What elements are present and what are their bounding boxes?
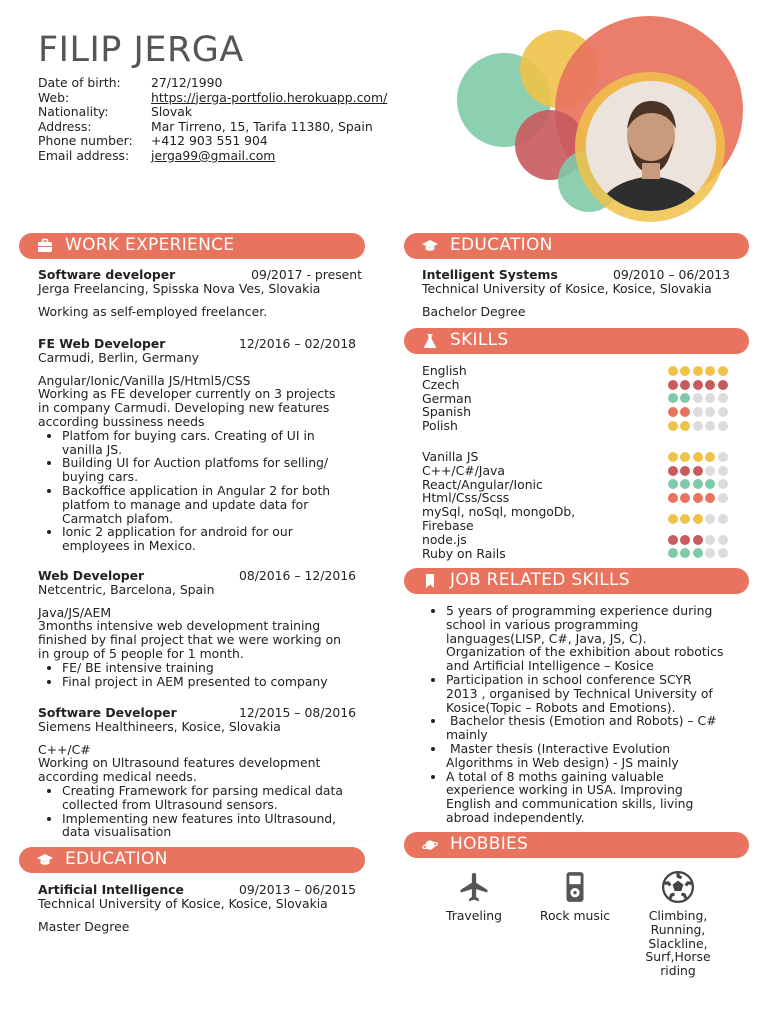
skill-dot (668, 366, 678, 376)
nationality: Slovak (151, 104, 192, 120)
skill-label: Ruby on Rails (422, 545, 506, 561)
skill-dot (705, 393, 715, 403)
skill-dot (718, 493, 728, 503)
section-title: JOB RELATED SKILLS (450, 570, 630, 591)
skill-dot (693, 466, 703, 476)
skill-dot (693, 479, 703, 489)
skill-label: Html/Css/Scss (422, 490, 510, 506)
skill-row (422, 378, 732, 392)
skill-dot (680, 380, 690, 390)
skill-label: German (422, 390, 472, 406)
job-org: Netcentric, Barcelona, Spain (38, 581, 215, 597)
skill-dot (668, 548, 678, 558)
skill-dot (705, 366, 715, 376)
skill-label: Czech (422, 376, 460, 392)
skill-dot (668, 380, 678, 390)
person-avatar-icon (586, 81, 716, 211)
skill-dot (693, 366, 703, 376)
skill-row (422, 364, 732, 378)
skill-label: mySql, noSql, mongoDb, Firebase (422, 504, 576, 533)
job-title: Web Developer (38, 568, 145, 583)
skill-dot (718, 514, 728, 524)
email-link[interactable]: jerga99@gmail.com (151, 147, 276, 163)
hobby-label: Climbing, Running, Slackline, Surf,Horse riding (645, 908, 711, 979)
info-key: Email address: (38, 147, 130, 163)
skill-dot (705, 514, 715, 524)
date-of-birth: 27/12/1990 (151, 75, 223, 90)
skill-dot (718, 366, 728, 376)
skill-dot (668, 479, 678, 489)
list-item: • 5 years of programming experience during school in various programming languages(LISP, C#, Java, JS, C). Organization of the exhibition about robotics and Artificial Intelligence – Kosice (446, 604, 727, 673)
job-related-skills-list (422, 604, 727, 825)
hobbies-list (422, 870, 742, 990)
skill-dot (693, 421, 703, 431)
skill-dot (718, 380, 728, 390)
hobbies-header (404, 832, 749, 858)
skill-dot (668, 493, 678, 503)
list-item: • Ionic 2 application for android for our employees in Mexico. (62, 525, 352, 553)
degree-dates: 09/2013 – 06/2015 (238, 882, 356, 897)
candidate-name: FILIP JERGA (38, 30, 244, 70)
skill-row (422, 491, 732, 505)
degree-dates: 09/2010 – 06/2013 (612, 267, 730, 282)
skill-dot (693, 493, 703, 503)
list-item: • Platfom for buying cars. Creating of UI in vanilla JS. (62, 429, 352, 457)
skill-dot (705, 493, 715, 503)
bookmark-icon (422, 573, 438, 589)
graduation-cap-icon (422, 238, 438, 254)
section-title: EDUCATION (450, 235, 553, 256)
job-dates: 09/2017 - present (251, 267, 362, 282)
profile-photo (586, 81, 716, 211)
skill-dot (705, 479, 715, 489)
job-tech: Angular/Ionic/Vanilla JS/Html5/CSS (38, 372, 251, 388)
skill-dot (693, 407, 703, 417)
skill-dot (705, 466, 715, 476)
skill-label: React/Angular/Ionic (422, 476, 543, 492)
airplane-icon (457, 870, 491, 904)
education-entry (422, 268, 730, 318)
list-item: • Final project in AEM presented to company (62, 675, 362, 689)
skill-dot (680, 479, 690, 489)
education-right-header (404, 233, 749, 259)
skill-dot (680, 535, 690, 545)
list-item: • FE/ BE intensive training (62, 661, 362, 675)
section-title: WORK EXPERIENCE (65, 235, 235, 256)
skill-level-dots (668, 450, 732, 464)
job-desc: Working as FE developer currently on 3 projects in company Carmudi. Developing new features according bussiness needs (38, 386, 336, 429)
work-entry (38, 336, 356, 554)
phone-number: +412 903 551 904 (151, 133, 268, 149)
skill-dot (680, 493, 690, 503)
skill-level-dots (668, 364, 732, 378)
job-bullets (38, 429, 352, 553)
section-title: EDUCATION (65, 849, 168, 870)
skill-label: node.js (422, 531, 467, 547)
skill-dot (718, 393, 728, 403)
work-entry (38, 267, 362, 319)
skill-level-dots (668, 547, 732, 561)
skill-dot (693, 452, 703, 462)
skill-dot (680, 452, 690, 462)
list-item: • A total of 8 moths gaining valuable experience working in USA. Improving English and communication skills, living abroad independently. (446, 770, 727, 825)
list-item: • Building UI for Auction platfoms for selling/ buying cars. (62, 456, 352, 484)
skill-level-dots (668, 533, 732, 547)
skill-dot (668, 421, 678, 431)
soccer-ball-icon (661, 870, 695, 904)
job-title: FE Web Developer (38, 336, 166, 351)
skill-dot (705, 452, 715, 462)
skill-level-dots (668, 378, 732, 392)
skill-row (422, 478, 732, 492)
job-title: Software Developer (38, 705, 177, 720)
job-tech: C++/C# (38, 741, 91, 757)
skill-row (422, 464, 732, 478)
education-left-header (19, 847, 365, 873)
skill-dot (693, 514, 703, 524)
job-org: Siemens Healthineers, Kosice, Slovakia (38, 718, 281, 734)
skill-dot (668, 514, 678, 524)
skill-dot (668, 407, 678, 417)
skill-level-dots (668, 405, 732, 419)
hobby-item (434, 870, 514, 923)
degree-title: Artificial Intelligence (38, 882, 184, 897)
skill-dot (718, 479, 728, 489)
section-title: HOBBIES (450, 834, 529, 855)
skill-row (422, 450, 732, 464)
decorative-circles (450, 10, 750, 220)
degree-title: Intelligent Systems (422, 267, 558, 282)
skill-dot (668, 393, 678, 403)
skill-level-dots (668, 478, 732, 492)
skill-dot (680, 366, 690, 376)
skill-row (422, 419, 732, 433)
list-item: • Bachelor thesis (Emotion and Robots) – C# mainly (446, 714, 727, 742)
info-key: Address: (38, 118, 92, 134)
degree-type: Master Degree (38, 918, 130, 934)
degree-org: Technical University of Kosice, Kosice, Slovakia (422, 280, 712, 296)
list-item: • Backoffice application in Angular 2 for both platfom to manage and update data for Carmatch plafom. (62, 484, 352, 525)
skill-dot (718, 548, 728, 558)
list-item: • Implementing new features into Ultrasound, data visualisation (62, 812, 352, 840)
skill-dot (705, 548, 715, 558)
info-key: Date of birth: (38, 75, 121, 90)
skill-dot (668, 535, 678, 545)
skill-row (422, 405, 732, 419)
hobby-item (533, 870, 617, 923)
job-dates: 08/2016 – 12/2016 (238, 568, 356, 583)
skill-level-dots (668, 419, 732, 433)
degree-type: Bachelor Degree (422, 303, 526, 319)
skill-row (422, 505, 732, 533)
skill-dot (680, 421, 690, 431)
list-item: • Creating Framework for parsing medical data collected from Ultrasound sensors. (62, 784, 352, 812)
skill-dot (693, 535, 703, 545)
skill-dot (718, 452, 728, 462)
job-dates: 12/2016 – 02/2018 (238, 336, 356, 351)
skill-row (422, 533, 732, 547)
language-skills (422, 364, 732, 433)
job-desc: Working on Ultrasound features development according medical needs. (38, 755, 321, 785)
address: Mar Tirreno, 15, Tarifa 11380, Spain (151, 118, 373, 134)
skill-dot (718, 535, 728, 545)
job-org: Carmudi, Berlin, Germany (38, 349, 200, 365)
job-related-skills-header (404, 568, 749, 594)
job-bullets (38, 661, 362, 689)
skill-dot (693, 548, 703, 558)
list-item: • Participation in school conference SCYR 2013 , organised by Technical University of Kosice(Topic – Robots and Emotions). (446, 673, 727, 714)
job-desc: Working as self-employed freelancer. (38, 303, 268, 319)
work-experience-header (19, 233, 365, 259)
skill-dot (693, 380, 703, 390)
list-item: • Master thesis (Interactive Evolution Algorithms in Web design) - JS mainly (446, 742, 727, 770)
job-org: Jerga Freelancing, Spisska Nova Ves, Slovakia (38, 280, 321, 296)
skill-level-dots (668, 392, 732, 406)
tech-skills (422, 450, 732, 560)
skill-row (422, 392, 732, 406)
skills-header (404, 328, 749, 354)
skill-dot (680, 466, 690, 476)
info-key: Phone number: (38, 133, 133, 149)
skill-dot (705, 535, 715, 545)
skill-dot (705, 380, 715, 390)
music-player-icon (558, 870, 592, 904)
skill-dot (680, 548, 690, 558)
job-tech: Java/JS/AEM (38, 604, 112, 620)
skill-dot (693, 393, 703, 403)
hobby-item (636, 870, 720, 978)
skill-label: C++/C#/Java (422, 462, 505, 478)
skill-level-dots (668, 505, 732, 533)
skill-label: Spanish (422, 404, 471, 420)
job-desc: 3months intensive web development training finished by final project that we were working on in group of 5 people for 1 month. (38, 618, 342, 661)
job-bullets (38, 784, 352, 839)
job-title: Software developer (38, 267, 176, 282)
web-link[interactable]: https://jerga-portfolio.herokuapp.com/ (151, 89, 388, 105)
skill-level-dots (668, 464, 732, 478)
section-title: SKILLS (450, 330, 509, 351)
planet-icon (422, 837, 438, 853)
hobby-label: Traveling (446, 908, 502, 923)
skill-dot (680, 514, 690, 524)
skill-label: Vanilla JS (422, 449, 479, 464)
education-entry (38, 882, 356, 934)
skill-dot (680, 393, 690, 403)
skill-row (422, 547, 732, 561)
skill-dot (680, 407, 690, 417)
skill-dot (718, 421, 728, 431)
flask-icon (422, 333, 438, 349)
skill-dot (718, 407, 728, 417)
hobby-label: Rock music (539, 908, 611, 923)
skill-dot (668, 466, 678, 476)
info-key: Web: (38, 89, 70, 105)
skill-dot (705, 407, 715, 417)
graduation-cap-icon (37, 852, 53, 868)
skill-label: Polish (422, 418, 458, 434)
skill-dot (718, 466, 728, 476)
job-dates: 12/2015 – 08/2016 (238, 705, 356, 720)
skill-level-dots (668, 491, 732, 505)
work-entry (38, 705, 356, 840)
skill-dot (705, 421, 715, 431)
info-key: Nationality: (38, 104, 109, 120)
personal-info (38, 76, 387, 164)
work-entry (38, 568, 356, 689)
skill-label: English (422, 363, 467, 378)
degree-org: Technical University of Kosice, Kosice, Slovakia (38, 895, 328, 911)
briefcase-icon (37, 238, 53, 254)
skill-dot (668, 452, 678, 462)
